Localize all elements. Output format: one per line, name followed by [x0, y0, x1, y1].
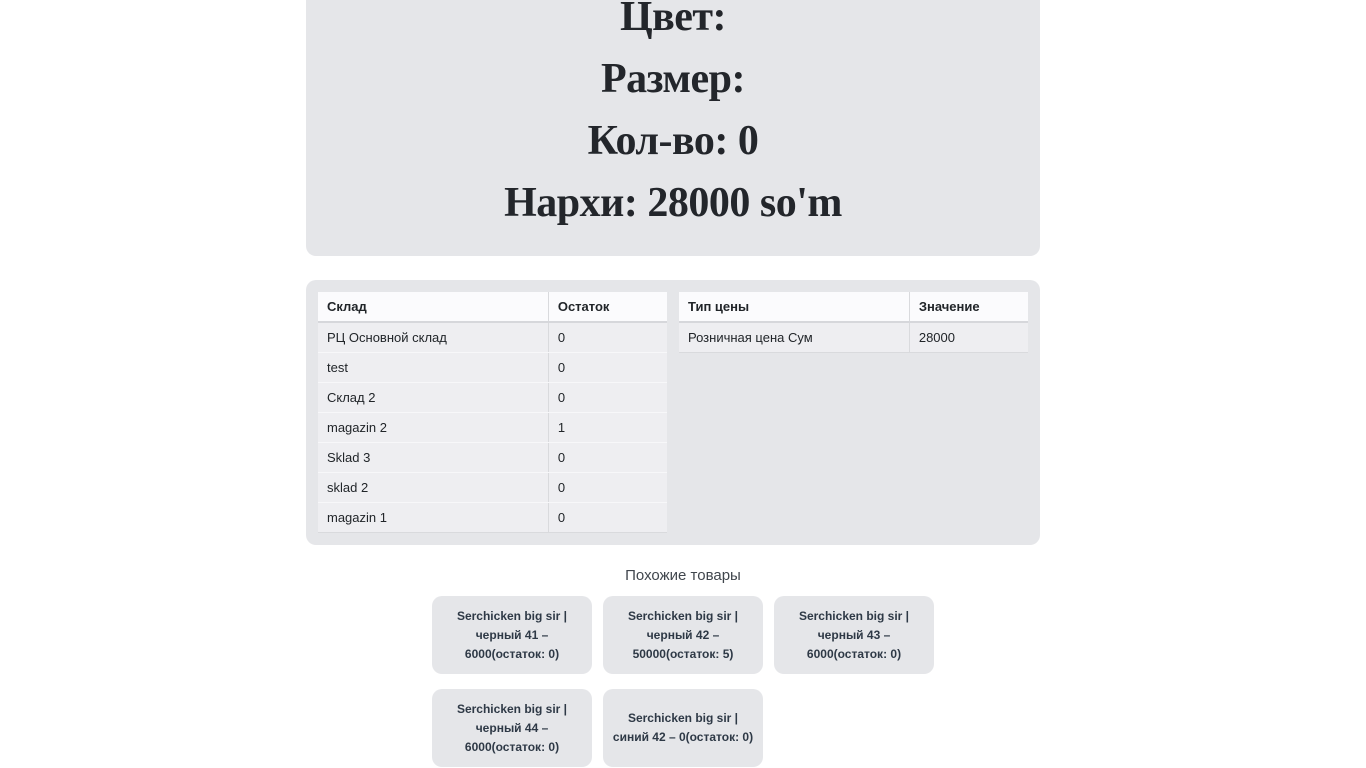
price-table-header-type: Тип цены	[679, 292, 909, 322]
warehouse-remainder: 0	[548, 322, 667, 353]
table-row	[318, 503, 667, 533]
stock-table-header-warehouse: Склад	[318, 292, 548, 322]
stock-table-header-row	[318, 292, 667, 322]
warehouse-name: test	[318, 353, 548, 383]
price-value: 28000	[909, 322, 1028, 353]
product-detail-column	[306, 0, 1040, 545]
table-row	[318, 383, 667, 413]
similar-products-section	[0, 567, 1366, 767]
price-table-container	[679, 292, 1028, 533]
warehouse-name: magazin 2	[318, 413, 548, 443]
table-row	[318, 443, 667, 473]
similar-product-card[interactable]: Serchicken big sir | черный 44 – 6000(остаток: 0)	[432, 689, 592, 767]
warehouse-remainder: 0	[548, 473, 667, 503]
product-price-label: Нархи: 28000 so'm	[504, 180, 842, 226]
product-summary-card	[306, 0, 1040, 256]
warehouse-remainder: 0	[548, 503, 667, 533]
warehouse-name: magazin 1	[318, 503, 548, 533]
price-table	[679, 292, 1028, 353]
warehouse-remainder: 0	[548, 443, 667, 473]
similar-product-card[interactable]: Serchicken big sir | черный 41 – 6000(остаток: 0)	[432, 596, 592, 674]
stock-and-price-card	[306, 280, 1040, 545]
similar-product-card[interactable]: Serchicken big sir | синий 42 – 0(остаток: 0)	[603, 689, 763, 767]
table-row	[318, 322, 667, 353]
warehouse-remainder: 0	[548, 353, 667, 383]
price-table-header-row	[679, 292, 1028, 322]
table-row	[318, 353, 667, 383]
stock-table-header-remainder: Остаток	[548, 292, 667, 322]
similar-products-title: Похожие товары	[625, 567, 741, 584]
product-quantity-label: Кол-во: 0	[587, 118, 759, 164]
product-color-label: Цвет:	[619, 0, 727, 40]
warehouse-remainder: 1	[548, 413, 667, 443]
stock-table-container	[318, 292, 667, 533]
table-row	[318, 473, 667, 503]
similar-products-grid	[432, 596, 934, 767]
price-table-header-value: Значение	[909, 292, 1028, 322]
warehouse-remainder: 0	[548, 383, 667, 413]
table-row	[679, 322, 1028, 353]
similar-product-card[interactable]: Serchicken big sir | черный 43 – 6000(остаток: 0)	[774, 596, 934, 674]
price-type: Розничная цена Сум	[679, 322, 909, 353]
warehouse-name: Sklad 3	[318, 443, 548, 473]
warehouse-name: Склад 2	[318, 383, 548, 413]
similar-product-card[interactable]: Serchicken big sir | черный 42 – 50000(остаток: 5)	[603, 596, 763, 674]
warehouse-name: sklad 2	[318, 473, 548, 503]
stock-table	[318, 292, 667, 533]
warehouse-name: РЦ Основной склад	[318, 322, 548, 353]
table-row	[318, 413, 667, 443]
product-size-label: Размер:	[600, 56, 746, 102]
